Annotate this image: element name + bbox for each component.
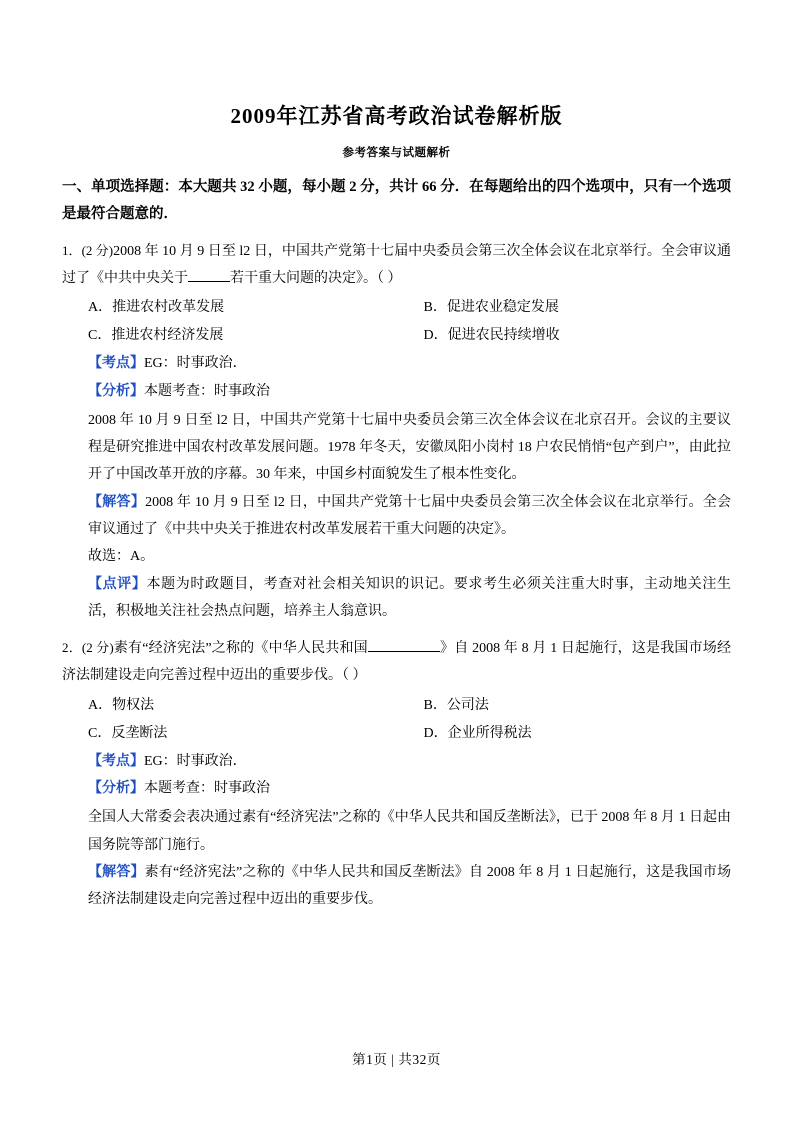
page-footer: 第1页 | 共32页 [352, 1052, 441, 1067]
annotation-fenxi [62, 775, 731, 802]
option-a[interactable]: A．物权法 [88, 697, 155, 713]
annotation-tag: 【考点】 [88, 753, 144, 769]
option-row [62, 720, 731, 748]
option-a[interactable]: A．推进农村改革发展 [88, 300, 225, 316]
option-b[interactable]: B．促进农业稳定发展 [423, 300, 559, 316]
annotation-text: 素有“经济宪法”之称的《中华人民共和国反垄断法》自 2008 年 8 月 1 日起施行，这是我国市场经济法制建设走向完善过程中迈出的重要步伐。 [88, 864, 732, 908]
analysis-paragraph: 2008 年 10 月 9 日至 l2 日，中国共产党第十七届中央委员会第三次全体会议在北京召开。会议的主要议程是研究推进中国农村改革发展问题。1978 年冬天，安徽凤阳小岗村 18 户农民悄悄“包产到户”，由此拉开了中国改革开放的序幕。30 年来，中国乡村面貌发生了根本性变化。 [88, 412, 731, 483]
annotation-tag: 【分析】 [88, 781, 144, 797]
annotation-text: 本题考查：时事政治 [144, 781, 270, 797]
option-d[interactable]: D．促进农民持续增收 [423, 328, 560, 344]
question-block [62, 238, 731, 626]
page-title: 2009年江苏省高考政治试卷解析版 [230, 104, 563, 128]
annotation-dianping [62, 571, 731, 626]
section-heading: 一、单项选择题：本大题共 32 小题，每小题 2 分，共计 66 分．在每题给出的四个选项中，只有一个选项是最符合题意的． [62, 179, 731, 222]
option-c[interactable]: C．反垄断法 [88, 725, 168, 741]
option-d[interactable]: D．企业所得税法 [423, 725, 532, 741]
annotation-kaodian [62, 350, 731, 377]
question-block [62, 635, 731, 913]
question-number: 1．(2 分) [62, 242, 114, 258]
option-row [62, 322, 731, 350]
answer-blank [188, 281, 230, 282]
question-stem-text-before: 素有“经济宪法”之称的《中华人民共和国 [113, 641, 368, 657]
annotation-text: 本题为时政题目，考查对社会相关知识的识记。要求考生必须关注重大时事，主动地关注生活，积极地关注社会热点问题，培养主人翁意识。 [88, 576, 732, 619]
annotation-text: 本题考查：时事政治 [144, 383, 270, 399]
annotation-jieda [62, 859, 731, 914]
annotation-tag: 【解答】 [88, 494, 146, 510]
options-list [62, 692, 731, 748]
annotation-text: EG：时事政治． [144, 356, 247, 372]
annotation-tag: 【点评】 [88, 576, 147, 592]
annotation-jieda [62, 489, 731, 544]
option-row [62, 294, 731, 322]
question-stem [62, 635, 731, 690]
option-row [62, 692, 731, 720]
annotation-fenxi [62, 378, 731, 405]
annotation-text: 2008 年 10 月 9 日至 l2 日，中国共产党第十七届中央委员会第三次全体会议在北京举行。全会审议通过了《中共中央关于推进农村改革发展若干重大问题的决定》。 [88, 494, 732, 537]
analysis-paragraph: 全国人大常委会表决通过素有“经济宪法”之称的《中华人民共和国反垄断法》，已于 2008 年 8 月 1 日起由国务院等部门施行。 [88, 810, 731, 853]
options-list [62, 294, 731, 350]
annotation-tag: 【解答】 [88, 864, 145, 880]
option-c[interactable]: C．推进农村经济发展 [88, 328, 224, 344]
question-stem-text-before: 2008 年 10 月 9 日至 l2 日，中国共产党第十七届中央委员会第三次全体会议在北京举行。全会审议通过了《中共中央关于 [62, 243, 731, 286]
question-number: 2．(2 分) [62, 640, 114, 656]
option-b[interactable]: B．公司法 [423, 697, 489, 713]
annotation-kaodian [62, 748, 731, 775]
document-subtitle: 参考答案与试题解析 [342, 147, 451, 159]
question-stem-text-after: 》自 2008 年 8 月 1 日起施行，这是我国市场经济法制建设走向完善过程中迈出的重要步伐。（ ） [62, 641, 731, 684]
question-stem-text-after: 若干重大问题的决定》。（ ） [230, 270, 402, 286]
annotation-text: EG：时事政治． [144, 753, 247, 769]
annotation-tag: 【考点】 [88, 356, 144, 372]
answer-conclusion: 故选：A。 [88, 549, 155, 565]
answer-blank [368, 651, 440, 652]
annotation-tag: 【分析】 [88, 383, 144, 399]
question-stem [62, 238, 731, 293]
